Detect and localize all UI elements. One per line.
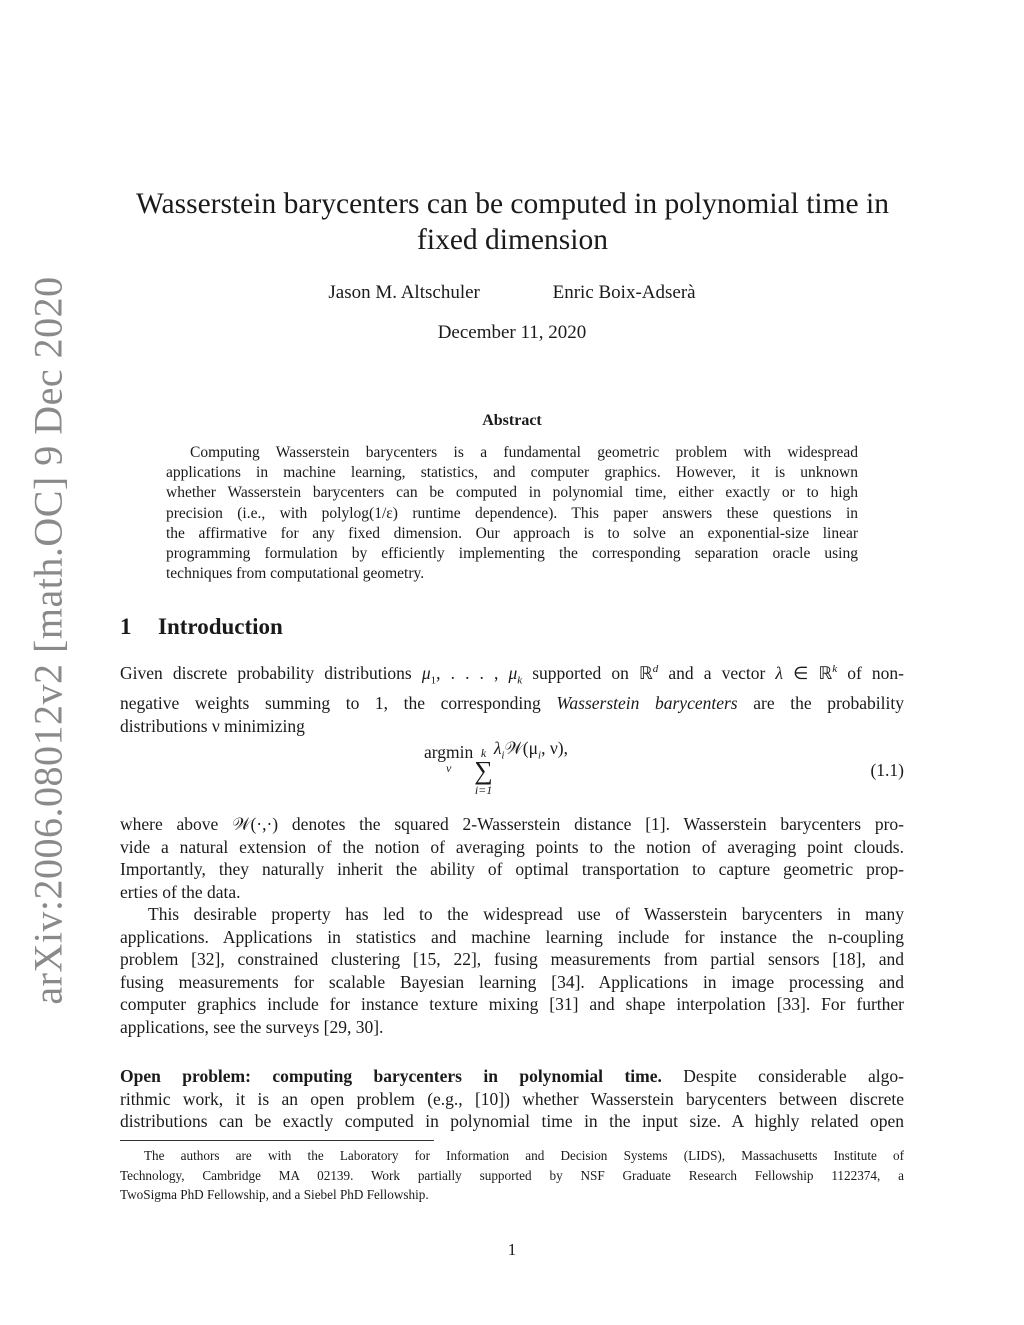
intro-paragraph-2: [120, 813, 904, 903]
open-problem-paragraph: [120, 1065, 904, 1133]
paragraph-line: fusing measurements for scalable Bayesian learning [34]. Applications in image processing and: [120, 971, 904, 992]
abstract-line: applications in machine learning, statistics, and computer graphics. However, it is unknown: [166, 464, 858, 482]
paper-date: December 11, 2020: [437, 322, 587, 343]
paragraph-line: applications. Applications in statistics and machine learning include for instance the n-coupling: [120, 926, 904, 947]
section-heading: [120, 614, 283, 640]
footnote: [120, 1146, 904, 1205]
paragraph-run-head: Open problem: computing barycenters in polynomial time.: [120, 1066, 662, 1086]
paragraph-line: distributions can be exactly computed in polynomial time in the input size. A highly related open: [120, 1111, 904, 1132]
paragraph-line: erties of the data.: [120, 881, 241, 902]
author-list: [0, 282, 1024, 304]
paragraph-line: where above 𝒲(·,·) denotes the squared 2-Wasserstein distance [1]. Wasserstein barycenters pro-: [120, 814, 904, 834]
abstract-line: the affirmative for any fixed dimension. Our approach is to solve an exponential-size linear: [166, 524, 858, 542]
page-number: 1: [507, 1240, 517, 1259]
author-2: Enric Boix-Adserà: [552, 282, 696, 303]
intro-paragraph-3: [120, 903, 904, 1039]
footnote-line: TwoSigma PhD Fellowship, and a Siebel PhD Fellowship.: [120, 1187, 429, 1202]
equation-number: (1.1): [870, 760, 904, 780]
footnote-line: The authors are with the Laboratory for Information and Decision Systems (LIDS), Massachusetts Institute of: [144, 1148, 904, 1163]
arxiv-identifier: arXiv:2006.08012v2 [math.OC] 9 Dec 2020: [25, 275, 71, 1005]
paragraph-line: negative weights summing to 1, the corresponding Wasserstein barycenters are the probability: [120, 692, 904, 713]
abstract-line: techniques from computational geometry.: [166, 565, 425, 583]
section-number: 1: [120, 614, 132, 639]
paragraph-line: vide a natural extension of the notion of averaging points to the notion of averaging point clouds.: [120, 836, 904, 857]
abstract-line: whether Wasserstein barycenters can be computed in polynomial time, either exactly or to high: [166, 484, 858, 502]
paragraph-line: Open problem: computing barycenters in polynomial time. Despite considerable algo-: [120, 1066, 904, 1086]
footnote-rule: [120, 1140, 434, 1141]
section-title: Introduction: [158, 614, 283, 639]
abstract-line: Computing Wasserstein barycenters is a fundamental geometric problem with widespread: [190, 444, 858, 461]
abstract-line: programming formulation by efficiently implementing the corresponding separation oracle using: [166, 545, 858, 563]
equation-body: argmin ν k ∑ i=1 $\lambda_i𝒲(\mu_i$, ν),: [424, 738, 568, 797]
abstract-line: precision (i.e., with polylog(1/ε) runtime dependence). This paper answers these questions in: [166, 504, 858, 522]
footnote-line: Technology, Cambridge MA 02139. Work partially supported by NSF Graduate Research Fellowship 1122374, a: [120, 1167, 904, 1183]
paragraph-line: distributions ν minimizing: [120, 715, 305, 736]
arxiv-stamp: [25, 275, 71, 1005]
paragraph-line: computer graphics include for instance texture mixing [31] and shape interpolation [33]. For further: [120, 994, 904, 1015]
author-1: Jason M. Altschuler: [328, 282, 480, 303]
equation-1-1: [0, 738, 1024, 800]
intro-paragraph-1: [120, 658, 904, 737]
title-line-1: Wasserstein barycenters can be computed in polynomial time in: [136, 188, 889, 220]
paragraph-line: applications, see the surveys [29, 30].: [120, 1016, 384, 1037]
abstract-heading: Abstract: [482, 412, 542, 429]
paper-title: [120, 186, 905, 258]
paragraph-line: This desirable property has led to the widespread use of Wasserstein barycenters in many: [148, 904, 904, 924]
paragraph-line: problem [32], constrained clustering [15, 22], fusing measurements from partial sensors [18], and: [120, 949, 904, 970]
paragraph-line: Importantly, they naturally inherit the ability of optimal transportation to capture geometric prop-: [120, 859, 904, 880]
abstract-body: [166, 443, 858, 584]
paragraph-line: Given discrete probability distributions $\mu_1$, . . . , $\mu_k$ supported on ℝ$^d$ and a vector λ ∈ ℝ$^k$ of non-: [120, 662, 905, 687]
title-line-2: fixed dimension: [417, 224, 608, 256]
paragraph-line: rithmic work, it is an open problem (e.g., [10]) whether Wasserstein barycenters between discrete: [120, 1088, 904, 1109]
